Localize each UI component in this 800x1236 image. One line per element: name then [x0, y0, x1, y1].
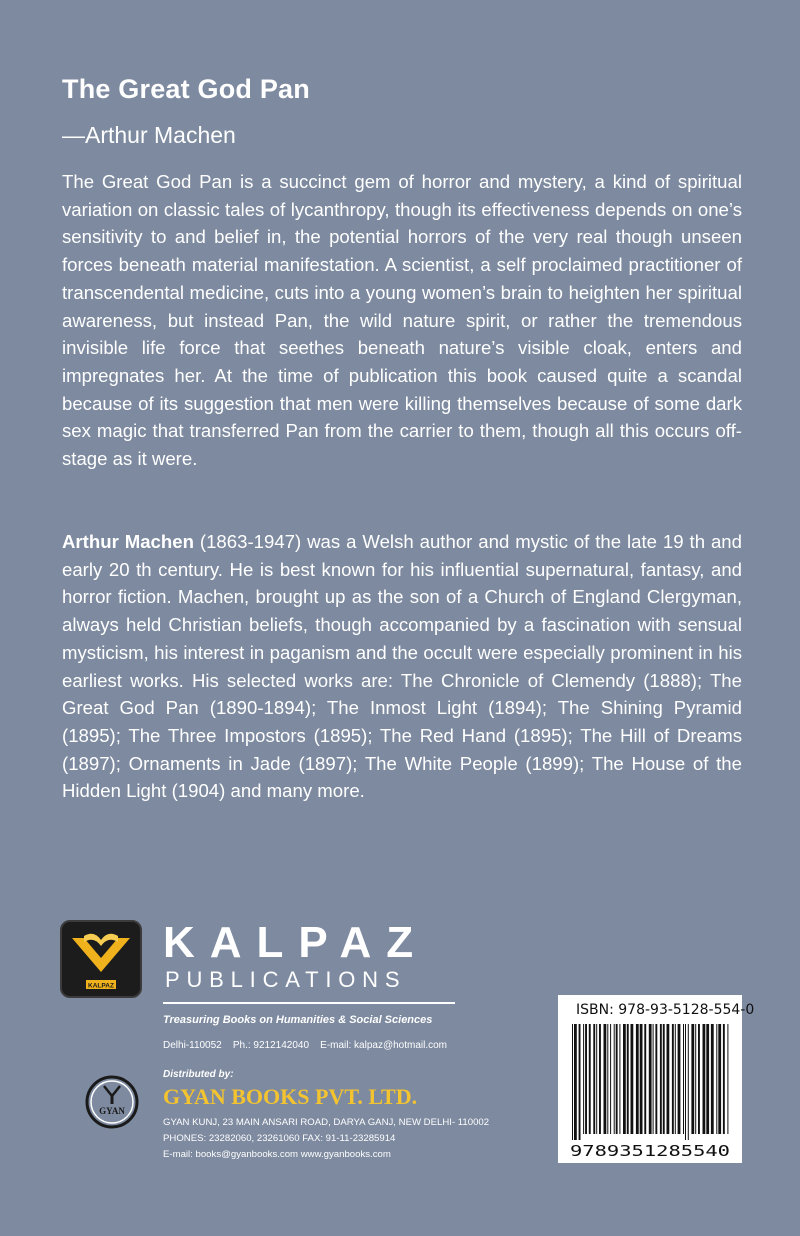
author-bio — [62, 528, 742, 805]
barcode-bar — [589, 1024, 591, 1134]
barcode-bar — [723, 1024, 725, 1134]
gyan-logo-text: GYAN — [99, 1106, 125, 1116]
barcode-bar — [579, 1024, 581, 1140]
publisher-contact: Delhi-110052 Ph.: 9212142040 E-mail: kalpaz@hotmail.com — [163, 1040, 448, 1051]
barcode-bar — [718, 1024, 721, 1134]
barcode-bar — [703, 1024, 706, 1134]
barcode-bar — [698, 1024, 700, 1134]
author-bio-name: Arthur Machen — [62, 531, 194, 552]
barcode-bar — [627, 1024, 629, 1134]
barcode-bar — [585, 1024, 587, 1134]
barcode-bar — [619, 1024, 620, 1134]
barcode-bar — [623, 1024, 626, 1134]
barcode-bar — [695, 1024, 696, 1134]
barcode-bar — [675, 1024, 676, 1134]
gyan-logo — [84, 1074, 140, 1130]
author-line: —Arthur Machen — [62, 122, 236, 148]
barcode-bar — [691, 1024, 694, 1134]
barcode-bar — [574, 1024, 577, 1140]
barcode-bar — [663, 1024, 665, 1134]
kalpaz-logo — [60, 920, 142, 998]
barcode-bar — [593, 1024, 595, 1134]
barcode — [566, 1022, 734, 1160]
barcode-bar — [604, 1024, 607, 1134]
publisher-subtitle: PUBLICATIONS — [165, 967, 407, 992]
barcode-bar — [685, 1024, 686, 1140]
distributed-by-label: Distributed by: — [163, 1069, 234, 1080]
barcode-bar — [644, 1024, 646, 1134]
barcode-bar — [596, 1024, 597, 1134]
distributor-name: GYAN BOOKS PVT. LTD. — [163, 1084, 418, 1109]
barcode-bar — [688, 1024, 689, 1140]
barcode-bar — [583, 1024, 584, 1134]
book-title: The Great God Pan — [62, 74, 310, 104]
barcode-bar — [572, 1024, 573, 1140]
barcode-bar — [660, 1024, 662, 1134]
book-blurb: The Great God Pan is a succinct gem of horror and mystery, a kind of spiritual variation on classic tales of lycanthropy, though its effectiveness depends on one’s sensitivity to and belief in, the potential horrors of the very real though unseen forces beneath material manifestation. A scientist, a self proclaimed practitioner of transcendental medicine, cuts into a young women’s brain to heighten her spiritual awareness, but instead Pan, the wild nature spirit, or rather the tremendous invisible life force that seethes beneath nature’s visible cloak, enters and impregnates her. At the time of publication this book caused quite a scandal because of its suggestion that men were killing themselves because of some dark sex magic that transferred Pan from the carrier to them, though all this occurs off-stage as it were. — [62, 171, 742, 470]
distributor-address: GYAN KUNJ, 23 MAIN ANSARI ROAD, DARYA GANJ, NEW DELHI- 110002 — [163, 1117, 490, 1128]
barcode-bar — [655, 1024, 657, 1134]
publisher-divider — [163, 1002, 455, 1004]
author-bio-text: (1863-1947) was a Welsh author and mystic of the late 19 th and early 20 th century. He is best known for his influential supernatural, fantasy, and horror fiction. Machen, brought up as the son of a Church of England Clergyman, always held Christian beliefs, though accompanied by a fascination with sensual mysticism, his interest in paganism and the occult were especially prominent in his earliest works. His selected works are: The Chronicle of Clemendy (1888); The Great God Pan (1890-1894); The Inmost Light (1894); The Shining Pyramid (1895); The Three Impostors (1895); The Red Hand (1895); The Hill of Dreams (1897); Ornaments in Jade (1897); The White People (1899); The House of the Hidden Light (1904) and many more. — [62, 531, 742, 802]
barcode-bar — [610, 1024, 611, 1134]
barcode-bar — [616, 1024, 618, 1134]
kalpaz-logo-text: KALPAZ — [88, 982, 114, 990]
barcode-bar — [678, 1024, 681, 1134]
barcode-bar — [607, 1024, 608, 1134]
barcode-bar — [636, 1024, 639, 1134]
barcode-bar — [716, 1024, 717, 1134]
publisher-name: KALPAZ — [163, 918, 429, 967]
barcode-bar — [683, 1024, 684, 1134]
barcode-bar — [631, 1024, 634, 1134]
barcode-bar — [672, 1024, 674, 1134]
barcode-bar — [711, 1024, 714, 1134]
barcode-bar — [667, 1024, 670, 1134]
barcode-bar — [614, 1024, 615, 1134]
barcode-bars — [572, 1024, 728, 1140]
barcode-bar — [649, 1024, 652, 1134]
distributor-web: E-mail: books@gyanbooks.com www.gyanbooks.com — [163, 1149, 391, 1160]
barcode-digits: 9789351285540 — [570, 1142, 730, 1160]
barcode-bar — [653, 1024, 654, 1134]
barcode-bar — [727, 1024, 728, 1134]
distributor-phones: PHONES: 23282060, 23261060 FAX: 91-11-23285914 — [163, 1133, 396, 1144]
barcode-bar — [599, 1024, 601, 1134]
barcode-bar — [706, 1024, 709, 1134]
barcode-bar — [640, 1024, 643, 1134]
publisher-tagline: Treasuring Books on Humanities & Social Sciences — [163, 1014, 433, 1026]
isbn-label: ISBN: 978-93-5128-554-0 — [576, 1002, 755, 1018]
